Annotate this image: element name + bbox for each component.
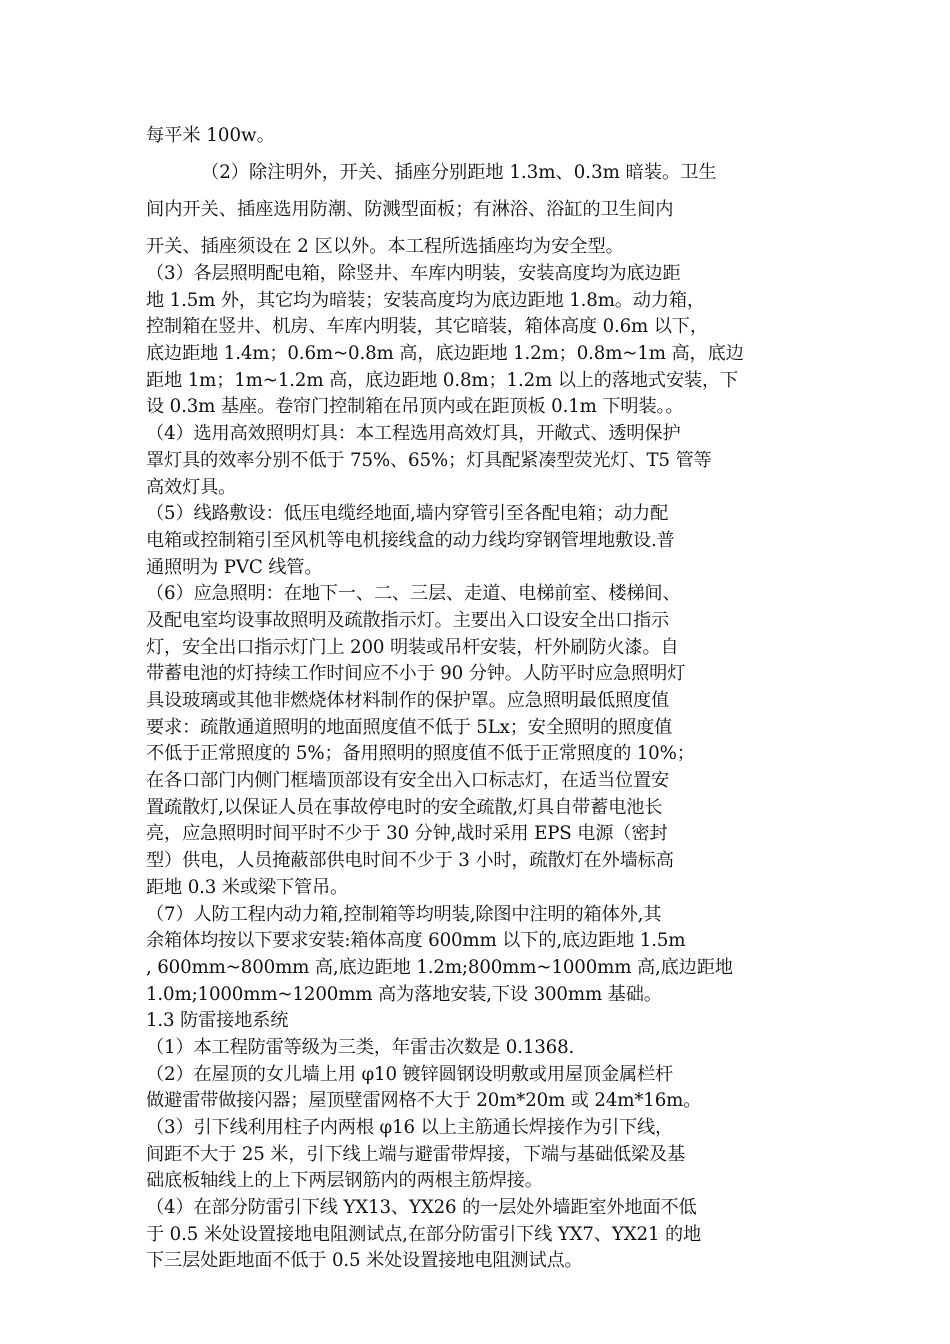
text-line: 每平米 100w。 [146,125,275,146]
text-line: 底边距地 1.4m；0.6m~0.8m 高，底边距地 1.2m；0.8m~1m 高，底边 [146,343,744,365]
text-line: , 600mm~800mm 高,底边距地 1.2m;800mm~1000mm 高,底边距地 [146,956,733,978]
text-line: 高效灯具。 [146,476,237,498]
text-line: 亮，应急照明时间平时不少于 30 分钟,战时采用 EPS 电源（密封 [146,823,668,845]
text-line: 电箱或控制箱引至风机等电机接线盒的动力线均穿钢管埋地敷设.普 [146,529,675,551]
text-line: 在各口部门内侧门框墙顶部设有安全出入口标志灯，在适当位置安 [146,770,670,792]
text-line: 础底板轴线上的上下两层钢筋内的两根主筋焊接。 [146,1170,543,1192]
text-line: （1）本工程防雷等级为三类，年雷击次数是 0.1368. [146,1036,575,1058]
text-line: （6）应急照明：在地下一、二、三层、走道、电梯前室、楼梯间、 [146,583,681,605]
text-line: 及配电室均设事故照明及疏散指示灯。主要出入口设安全出口指示 [146,609,670,631]
text-line: 开关、插座须设在 2 区以外。本工程所选插座均为安全型。 [146,236,624,257]
text-line: 下三层处距地面不低于 0.5 米处设置接地电阻测试点。 [146,1250,583,1272]
body-text [146,261,814,1275]
text-line: 灯，安全出口指示灯门上 200 明装或吊杆安装，杆外刷防火漆。自 [146,636,679,658]
text-line: （5）线路敷设：低压电缆经地面,墙内穿管引至各配电箱；动力配 [146,503,669,525]
text-line: 做避雷带做接闪器；屋顶壁雷网格不大于 20m*20m 或 24m*16m。 [146,1090,702,1112]
text-line: （2）在屋顶的女儿墙上用 φ10 镀锌圆钢设明敷或用屋顶金属栏杆 [146,1063,674,1085]
text-line: （3）引下线利用柱子内两根 φ16 以上主筋通长焊接作为引下线， [146,1117,674,1138]
text-line: 型）供电，人员掩蔽部供电时间不少于 3 小时，疏散灯在外墙标高 [146,850,674,872]
text-line: （4）在部分防雷引下线 YX13、YX26 的一层处外墙距室外地面不低 [146,1197,697,1219]
text-line: 距地 0.3 米或梁下管吊。 [146,876,349,898]
text-line: 通照明为 PVC 线管。 [146,556,323,578]
text-line: 1.0m;1000mm~1200mm 高为落地安装,下设 300mm 基础。 [146,983,662,1005]
text-line: （7）人防工程内动力箱,控制箱等均明装,除图中注明的箱体外,其 [146,903,662,925]
text-line: 置疏散灯,以保证人员在事故停电时的安全疏散,灯具自带蓄电池长 [146,796,663,818]
text-line: 具设玻璃或其他非燃烧体材料制作的保护罩。应急照明最低照度值 [146,690,670,711]
text-line: 于 0.5 米处设置接地电阻测试点,在部分防雷引下线 YX7、YX21 的地 [146,1223,702,1245]
section-heading: 1.3 防雷接地系统 [146,1010,289,1032]
text-line: （4）选用高效照明灯具：本工程选用高效灯具，开敞式、透明保护 [146,423,681,445]
text-line: 罩灯具的效率分别不低于 75%、65%；灯具配紧凑型荧光灯、T5 管等 [146,449,712,471]
text-line: 要求：疏散通道照明的地面照度值不低于 5Lx；安全照明的照度值 [146,716,673,738]
text-line: 地 1.5m 外，其它均为暗装；安装高度均为底边距地 1.8m。动力箱， [146,289,705,311]
text-line: 间距不大于 25 米，引下线上端与避雷带焊接，下端与基础低梁及基 [146,1143,686,1165]
text-line: 间内开关、插座选用防潮、防溅型面板；有淋浴、浴缸的卫生间内 [146,199,674,220]
text-line: （3）各层照明配电箱，除竖井、车库内明装，安装高度均为底边距 [146,263,681,284]
text-line: 控制箱在竖井、机房、车库内明装，其它暗装，箱体高度 0.6m 以下， [146,316,708,338]
intro-paragraph [146,117,814,265]
text-line: 带蓄电池的灯持续工作时间应不小于 90 分钟。人防平时应急照明灯 [146,663,686,685]
text-line: （2）除注明外，开关、插座分别距地 1.3m、0.3m 暗装。卫生 [201,162,717,183]
text-line: 不低于正常照度的 5%；备用照明的照度值不低于正常照度的 10%； [146,743,695,765]
text-line: 距地 1m；1m~1.2m 高，底边距地 0.8m；1.2m 以上的落地式安装，下 [146,369,739,391]
text-line: 设 0.3m 基座。卷帘门控制箱在吊顶内或在距顶板 0.1m 下明装。。 [146,396,684,418]
text-line: 余箱体均按以下要求安装:箱体高度 600mm 以下的,底边距地 1.5m [146,930,686,952]
